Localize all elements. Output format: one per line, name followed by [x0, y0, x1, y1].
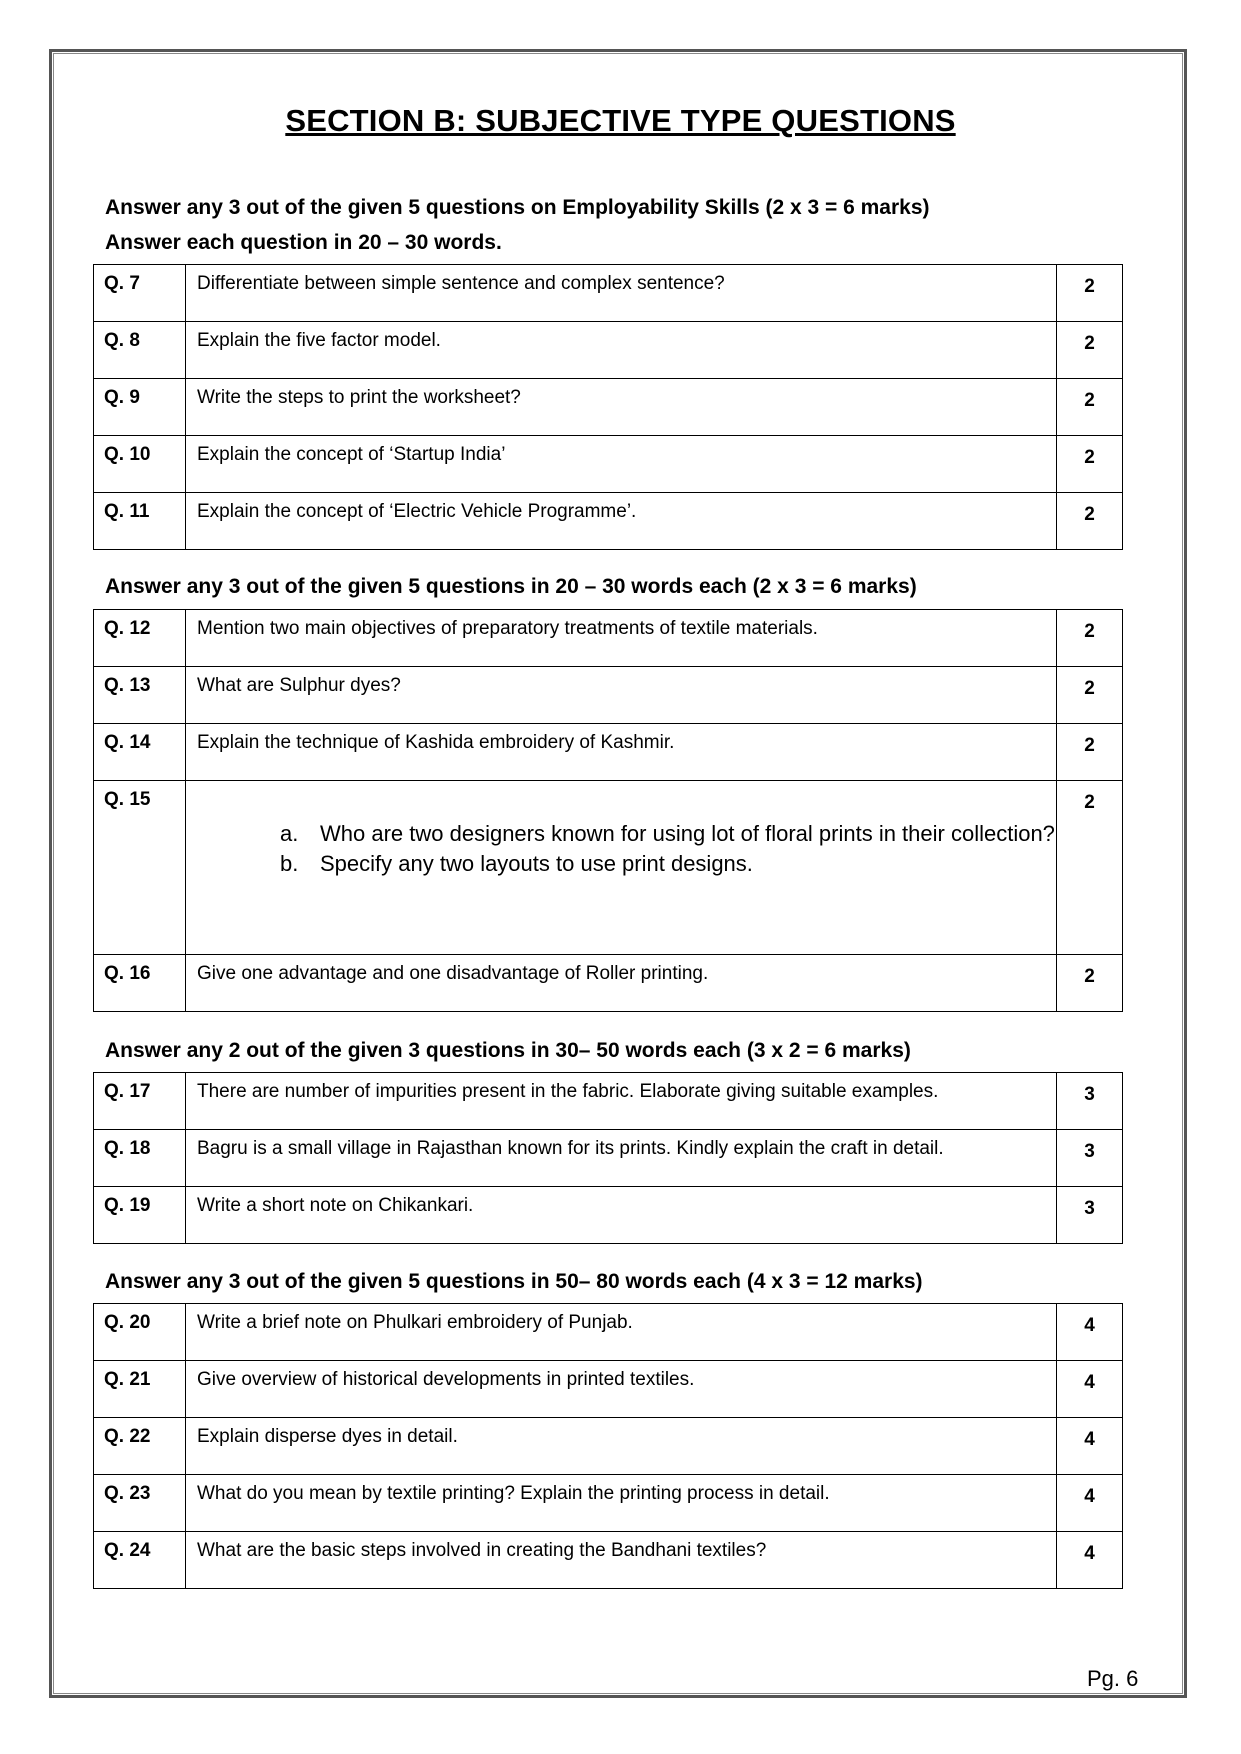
question-number: Q. 22: [94, 1418, 186, 1475]
question-marks: 2: [1057, 610, 1123, 667]
question-number: Q. 8: [94, 322, 186, 379]
question-marks: 2: [1057, 667, 1123, 724]
question-row: [94, 1361, 1123, 1418]
question-row: [94, 781, 1123, 955]
question-text: What are the basic steps involved in creating the Bandhani textiles?: [186, 1532, 1057, 1589]
group-4-instruction: Answer any 3 out of the given 5 questions in 50– 80 words each (4 x 3 = 12 marks): [105, 1270, 923, 1293]
question-table-4: [93, 1303, 1123, 1589]
subpart-item: [197, 849, 1056, 879]
question-marks: 3: [1057, 1187, 1123, 1244]
question-number: Q. 12: [94, 610, 186, 667]
question-marks: 2: [1057, 436, 1123, 493]
question-marks: 2: [1057, 781, 1123, 955]
question-marks: 4: [1057, 1532, 1123, 1589]
question-row: [94, 1532, 1123, 1589]
group-1-instruction-1: Answer any 3 out of the given 5 questions on Employability Skills (2 x 3 = 6 marks): [105, 196, 930, 219]
question-marks: 4: [1057, 1304, 1123, 1361]
question-marks: 2: [1057, 724, 1123, 781]
question-number: Q. 18: [94, 1130, 186, 1187]
subpart-item: [197, 819, 1056, 849]
question-marks: 2: [1057, 379, 1123, 436]
question-text: What are Sulphur dyes?: [186, 667, 1057, 724]
question-number: Q. 9: [94, 379, 186, 436]
question-marks: 4: [1057, 1418, 1123, 1475]
question-number: Q. 24: [94, 1532, 186, 1589]
subpart-letter: b.: [280, 851, 299, 876]
question-number: Q. 7: [94, 265, 186, 322]
question-row: [94, 1130, 1123, 1187]
subpart-text: Specify any two layouts to use print designs.: [320, 851, 753, 876]
question-table-1: [93, 264, 1123, 550]
question-row: [94, 265, 1123, 322]
question-number: Q. 10: [94, 436, 186, 493]
question-number: Q. 17: [94, 1073, 186, 1130]
page-number: Pg. 6: [1087, 1666, 1139, 1691]
question-marks: 4: [1057, 1475, 1123, 1532]
question-marks: 4: [1057, 1361, 1123, 1418]
question-number: Q. 19: [94, 1187, 186, 1244]
question-row: [94, 379, 1123, 436]
question-text: Explain the concept of ‘Startup India’: [186, 436, 1057, 493]
question-marks: 2: [1057, 265, 1123, 322]
question-text: What do you mean by textile printing? Explain the printing process in detail.: [186, 1475, 1057, 1532]
question-row: [94, 1304, 1123, 1361]
question-text: [186, 781, 1057, 955]
question-number: Q. 13: [94, 667, 186, 724]
group-1-instruction-2: Answer each question in 20 – 30 words.: [105, 231, 502, 254]
question-text: Differentiate between simple sentence and complex sentence?: [186, 265, 1057, 322]
question-text: There are number of impurities present in the fabric. Elaborate giving suitable examples.: [186, 1073, 1057, 1130]
question-text: Write a brief note on Phulkari embroidery of Punjab.: [186, 1304, 1057, 1361]
question-row: [94, 493, 1123, 550]
question-text: Explain the concept of ‘Electric Vehicle Programme’.: [186, 493, 1057, 550]
question-number: Q. 21: [94, 1361, 186, 1418]
question-number: Q. 16: [94, 955, 186, 1012]
question-marks: 2: [1057, 322, 1123, 379]
section-title: SECTION B: SUBJECTIVE TYPE QUESTIONS: [285, 103, 956, 138]
question-table-2: [93, 609, 1123, 1012]
question-row: [94, 724, 1123, 781]
question-text: Explain disperse dyes in detail.: [186, 1418, 1057, 1475]
question-row: [94, 1475, 1123, 1532]
question-table-3: [93, 1072, 1123, 1244]
question-text: Mention two main objectives of preparatory treatments of textile materials.: [186, 610, 1057, 667]
question-text: Explain the five factor model.: [186, 322, 1057, 379]
question-row: [94, 322, 1123, 379]
question-row: [94, 1073, 1123, 1130]
question-row: [94, 1187, 1123, 1244]
question-marks: 2: [1057, 493, 1123, 550]
question-text: Give one advantage and one disadvantage of Roller printing.: [186, 955, 1057, 1012]
question-marks: 3: [1057, 1073, 1123, 1130]
question-row: [94, 667, 1123, 724]
question-number: Q. 20: [94, 1304, 186, 1361]
question-number: Q. 23: [94, 1475, 186, 1532]
question-text: Explain the technique of Kashida embroidery of Kashmir.: [186, 724, 1057, 781]
question-marks: 2: [1057, 955, 1123, 1012]
question-text: Write the steps to print the worksheet?: [186, 379, 1057, 436]
question-text: Give overview of historical developments in printed textiles.: [186, 1361, 1057, 1418]
question-number: Q. 15: [94, 781, 186, 955]
question-number: Q. 14: [94, 724, 186, 781]
group-3-instruction: Answer any 2 out of the given 3 questions in 30– 50 words each (3 x 2 = 6 marks): [105, 1039, 911, 1062]
question-marks: 3: [1057, 1130, 1123, 1187]
question-row: [94, 1418, 1123, 1475]
subpart-list: [197, 819, 1056, 879]
question-row: [94, 436, 1123, 493]
question-text: Write a short note on Chikankari.: [186, 1187, 1057, 1244]
question-row: [94, 955, 1123, 1012]
question-number: Q. 11: [94, 493, 186, 550]
question-row: [94, 610, 1123, 667]
question-text: Bagru is a small village in Rajasthan known for its prints. Kindly explain the craft in detail.: [186, 1130, 1057, 1187]
subpart-text: Who are two designers known for using lot of floral prints in their collection?: [320, 821, 1055, 846]
subpart-letter: a.: [280, 821, 299, 846]
group-2-instruction: Answer any 3 out of the given 5 questions in 20 – 30 words each (2 x 3 = 6 marks): [105, 575, 917, 598]
